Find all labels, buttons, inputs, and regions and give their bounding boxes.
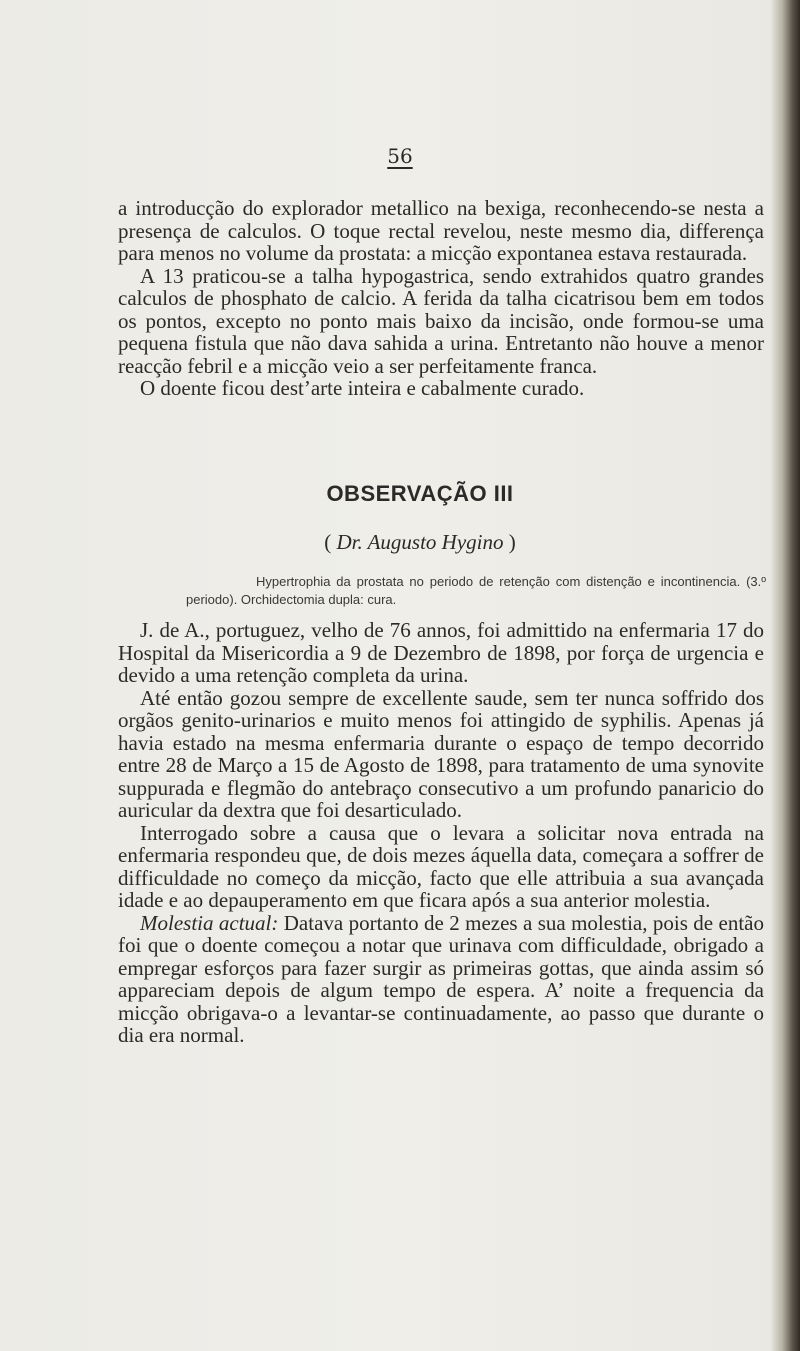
paragraph: Interrogado sobre a causa que o levara a solicitar nova entrada na enfermaria respondeu que, de dois mezes áquella data, começara a soffrer de difficuldade no começo da micção, facto que elle attribuia a sua avançada idade e ao depauperamento em que ficara após a sua anterior molestia. bbox=[118, 820, 764, 912]
paragraph: Até então gozou sempre de excellente saude, sem ter nunca soffrido dos orgãos genito-urinarios e muito menos foi attingido de syphilis. Apenas já havia estado na mesma enfermaria durante o espaço de tempo decorrido entre 28 de Março a 15 de Agosto de 1898, para tratamento de uma synovite suppurada e flegmão do antebraço consecutivo a um profundo panaricio do auricular da dextra que foi desarticulado. bbox=[118, 685, 764, 822]
summary-text: Hypertrophia da prostata no periodo de retenção com distenção e incontinencia. (3.º periodo). Orchidectomia dupla: cura. bbox=[186, 574, 766, 607]
current-illness-text: Datava portanto de 2 mezes a sua molestia, pois de então foi que o doente começou a notar que urinava com difficuldade, obrigado a empregar esforços para fazer surgir as primeiras gottas, que ainda assim só appareciam depois de algum tempo de espera. A’ noite a frequencia da micção obrigava-o a levantar-se continuadamente, ao passo que durante o dia era normal. bbox=[118, 910, 764, 1047]
observation-summary bbox=[186, 573, 766, 609]
paragraph: a introducção do explorador metallico na bexiga, reconhecendo-se nesta a presença de calculos. O toque rectal revelou, neste mesmo dia, differença para menos no volume da prostata: a micção expontanea estava restaurada. bbox=[118, 196, 764, 265]
author-paren-open: ( bbox=[324, 530, 337, 554]
page-number: 56 bbox=[387, 144, 413, 168]
author-paren-close: ) bbox=[503, 530, 516, 554]
observation-heading: OBSERVAÇÃO III bbox=[326, 481, 514, 506]
book-binding-edge bbox=[770, 0, 800, 1351]
paragraph: J. de A., portuguez, velho de 76 annos, foi admittido na enfermaria 17 do Hospital da Misericordia a 9 de Dezembro de 1898, por força de urgencia e devido a uma retenção completa da urina. bbox=[118, 618, 764, 687]
paragraph: A 13 praticou-se a talha hypogastrica, sendo extrahidos quatro grandes calculos de phosphato de calcio. A ferida da talha cicatrisou bem em todos os pontos, excepto no ponto mais baixo da incisão, onde formou-se uma pequena fistula que não dava sahida a urina. Entretanto não houve a menor reacção febril e a micção veio a ser perfeitamente franca. bbox=[118, 263, 764, 378]
text-block-intro bbox=[118, 197, 764, 400]
text-block-case bbox=[118, 619, 764, 1047]
observation-author bbox=[0, 530, 800, 555]
paragraph: O doente ficou dest’arte inteira e cabalmente curado. bbox=[140, 376, 585, 400]
author-name: Dr. Augusto Hygino bbox=[336, 530, 504, 554]
current-illness-label: Molestia actual: bbox=[140, 910, 279, 935]
paragraph-current-illness bbox=[118, 912, 764, 1047]
